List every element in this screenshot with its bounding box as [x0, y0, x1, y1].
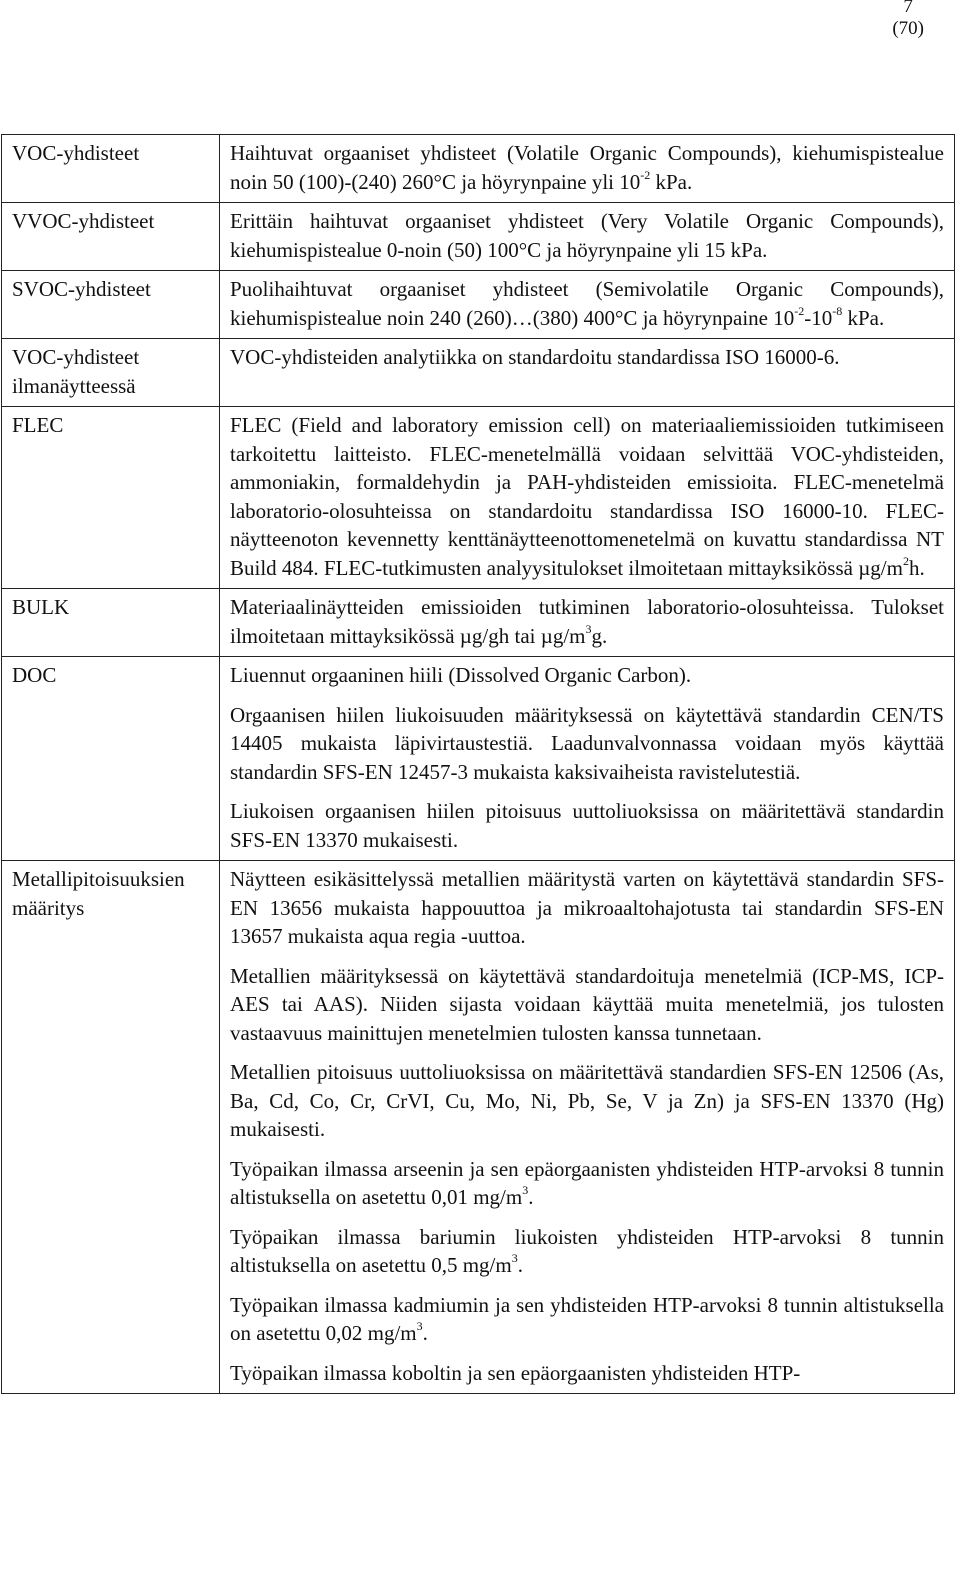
superscript: -2: [640, 167, 651, 182]
glossary-definition: [220, 135, 955, 203]
text-run: Metallien määrityksessä on käytettävä standardoituja menetelmiä (ICP-MS, ICP-AES tai AAS). Niiden sijasta voidaan käyttää muita menetelmiä, jos tulosten vastaavuus mainittujen menetelmien tulosten kanssa tunnetaan.: [230, 963, 944, 1045]
text-run: Työpaikan ilmassa kadmiumin ja sen yhdisteiden HTP-arvoksi 8 tunnin altistuksella on asetettu 0,02 mg/m: [230, 1292, 944, 1345]
superscript: 2: [902, 553, 909, 568]
glossary-definition: [220, 339, 955, 407]
text-run: VOC-yhdisteiden analytiikka on standardoitu standardissa ISO 16000-6.: [230, 345, 840, 369]
text-run: Työpaikan ilmassa bariumin liukoisten yhdisteiden HTP-arvoksi 8 tunnin altistuksella on asetettu 0,5 mg/m: [230, 1224, 944, 1277]
glossary-row: [2, 407, 955, 589]
glossary-term: Metallipitoisuuksien määritys: [2, 861, 220, 1394]
text-run: Puolihaihtuvat orgaaniset yhdisteet (Semivolatile Organic Compounds), kiehumispistealue noin 240 (260)…(380) 400°C ja höyrynpaine 10: [230, 277, 944, 330]
glossary-definition: [220, 861, 955, 1394]
text-run: Liuennut orgaaninen hiili (Dissolved Organic Carbon).: [230, 663, 692, 687]
text-run: Erittäin haihtuvat orgaaniset yhdisteet (Very Volatile Organic Compounds), kiehumispistealue 0-noin (50) 100°C ja höyrynpaine yli 15 kPa.: [230, 209, 944, 262]
text-run: Metallien pitoisuus uuttoliuoksissa on määritettävä standardien SFS-EN 12506 (As, Ba, Cd, Co, Cr, CrVI, Cu, Mo, Ni, Pb, Se, V ja Zn) ja SFS-EN 13370 (Hg) mukaisesti.: [230, 1060, 944, 1141]
definition-paragraph: [230, 1223, 944, 1280]
definition-paragraph: [230, 343, 944, 372]
text-run: .: [528, 1185, 534, 1209]
text-run: Materiaalinäytteiden emissioiden tutkiminen laboratorio-olosuhteissa. Tulokset ilmoitetaan mittayksikössä µg/gh tai µg/m: [230, 595, 944, 648]
definition-paragraph: [230, 1291, 944, 1348]
glossary-row: [2, 203, 955, 271]
definition-paragraph: [230, 962, 944, 1048]
glossary-row: [2, 657, 955, 861]
text-run: -10: [804, 305, 833, 330]
glossary-term: VVOC-yhdisteet: [2, 203, 220, 271]
glossary-term: VOC-yhdisteet: [2, 135, 220, 203]
glossary-row: [2, 861, 955, 1394]
text-run: kPa.: [650, 169, 693, 194]
superscript: 3: [522, 1183, 529, 1197]
glossary-term: BULK: [2, 589, 220, 657]
text-run: .: [422, 1321, 428, 1345]
definition-paragraph: [230, 1155, 944, 1212]
definition-paragraph: [230, 411, 944, 582]
superscript: 3: [585, 621, 592, 636]
page-number-total: (70): [892, 18, 924, 39]
text-run: .: [517, 1253, 523, 1277]
definition-paragraph: [230, 661, 944, 690]
text-run: Työpaikan ilmassa koboltin ja sen epäorgaanisten yhdisteiden HTP-: [230, 1360, 801, 1385]
glossary-definition: [220, 657, 955, 861]
superscript: -8: [832, 303, 843, 318]
glossary-row: [2, 589, 955, 657]
definition-paragraph: [230, 1058, 944, 1144]
superscript: 3: [511, 1251, 518, 1265]
superscript: 3: [416, 1319, 423, 1333]
glossary-row: [2, 339, 955, 407]
text-run: h.: [908, 555, 925, 580]
glossary-row: [2, 135, 955, 203]
definition-paragraph: [230, 139, 944, 196]
text-run: Haihtuvat orgaaniset yhdisteet (Volatile Organic Compounds), kiehumispistealue noin 50 (100)-(240) 260°C ja höyrynpaine yli 10: [230, 141, 944, 194]
page-number-current: 7: [903, 0, 913, 17]
text-run: Työpaikan ilmassa arseenin ja sen epäorgaanisten yhdisteiden HTP-arvoksi 8 tunnin altistuksella on asetettu 0,01 mg/m: [230, 1156, 944, 1209]
definition-paragraph: [230, 593, 944, 650]
glossary-definition: [220, 271, 955, 339]
definition-paragraph: [230, 865, 944, 951]
page-number: [892, 0, 924, 40]
superscript: -2: [794, 303, 805, 318]
glossary-term: DOC: [2, 657, 220, 861]
text-run: Orgaanisen hiilen liukoisuuden määrityksessä on käytettävä standardin CEN/TS 14405 mukaista läpivirtaustestiä. Laadunvalvonnassa voidaan myös käyttää standardin SFS-EN 12457-3 mukaista kaksivaiheista ravistelutestiä.: [230, 702, 944, 784]
glossary-body: [2, 135, 955, 1394]
glossary-term: FLEC: [2, 407, 220, 589]
text-run: FLEC (Field and laboratory emission cell) on materiaaliemissioiden tutkimiseen tarkoitettu laitteisto. FLEC-menetelmällä voidaan selvittää VOC-yhdisteiden, ammoniakin, formaldehydin ja PAH-yhdisteiden emissioita. FLEC-menetelmä laboratorio-olosuhteissa on standardoitu standardissa ISO 16000-10. FLEC-näytteenoton kevennetty kenttänäytteenottomenetelmä on kuvattu standardissa NT Build 484. FLEC-tutkimusten analyysitulokset ilmoitetaan mittayksikössä µg/m: [230, 413, 944, 580]
definition-paragraph: [230, 207, 944, 264]
text-run: g.: [591, 623, 608, 648]
glossary-definition: [220, 203, 955, 271]
definition-paragraph: [230, 797, 944, 854]
glossary-definition: [220, 589, 955, 657]
glossary-term: SVOC-yhdisteet: [2, 271, 220, 339]
glossary-row: [2, 271, 955, 339]
text-run: kPa.: [842, 305, 885, 330]
definition-paragraph: [230, 701, 944, 787]
text-run: Liukoisen orgaanisen hiilen pitoisuus uuttoliuoksissa on määritettävä standardin SFS-EN 13370 mukaisesti.: [230, 799, 944, 852]
text-run: Näytteen esikäsittelyssä metallien määritystä varten on käytettävä standardin SFS-EN 13656 mukaista happouuttoa ja mikroaaltohajotusta tai standardin SFS-EN 13657 mukaista aqua regia -uuttoa.: [230, 867, 944, 948]
definition-paragraph: [230, 1359, 944, 1388]
definition-paragraph: [230, 275, 944, 332]
glossary-table: [1, 134, 955, 1394]
glossary-definition: [220, 407, 955, 589]
glossary-term: VOC-yhdisteet ilmanäytteessä: [2, 339, 220, 407]
